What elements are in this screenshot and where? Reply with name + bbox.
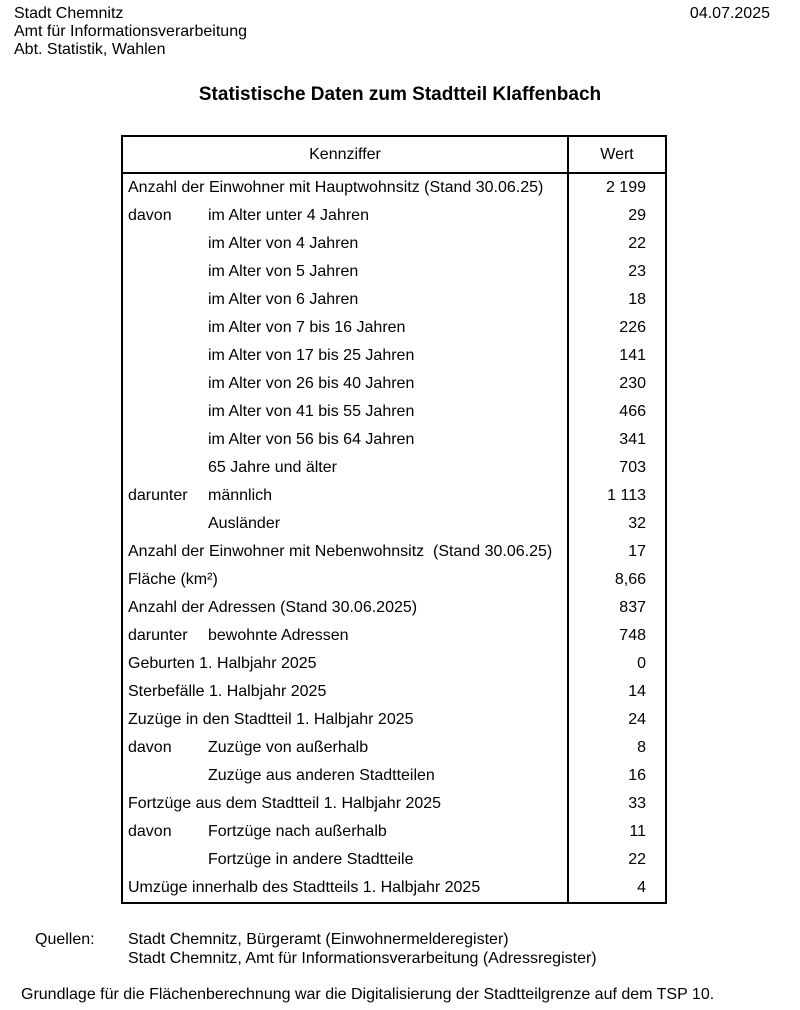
- table-row: [123, 230, 665, 258]
- row-label: Zuzüge aus anderen Stadtteilen: [208, 767, 435, 784]
- kennziffer-cell: [123, 347, 569, 365]
- kennziffer-cell: [123, 851, 569, 869]
- table-body: [123, 174, 665, 902]
- row-prefix: darunter: [128, 487, 188, 504]
- row-label: Anzahl der Adressen (Stand 30.06.2025): [128, 599, 418, 616]
- row-label: Umzüge innerhalb des Stadtteils 1. Halbjahr 2025: [128, 879, 481, 896]
- kennziffer-cell: [123, 711, 569, 729]
- row-prefix: davon: [128, 823, 172, 840]
- table-header-row: [123, 137, 665, 174]
- row-label: im Alter von 56 bis 64 Jahren: [208, 431, 415, 448]
- row-prefix: darunter: [128, 627, 188, 644]
- table-row: [123, 594, 665, 622]
- row-label: Anzahl der Einwohner mit Nebenwohnsitz (Stand 30.06.25): [128, 543, 553, 560]
- row-label: Geburten 1. Halbjahr 2025: [128, 655, 317, 672]
- row-label: 65 Jahre und älter: [208, 459, 337, 476]
- footnote: Grundlage für die Flächenberechnung war die Digitalisierung der Stadtteilgrenze auf dem TSP 10.: [21, 986, 715, 1003]
- table-row: [123, 454, 665, 482]
- table-row: [123, 846, 665, 874]
- wert-cell: 341: [619, 431, 646, 448]
- table-row: [123, 510, 665, 538]
- table-row: [123, 734, 665, 762]
- kennziffer-cell: [123, 179, 569, 197]
- table-row: [123, 818, 665, 846]
- wert-cell: 2 199: [605, 179, 646, 196]
- table-row: [123, 314, 665, 342]
- column-header-kennziffer: Kennziffer: [309, 145, 381, 163]
- wert-cell: 16: [628, 767, 646, 784]
- kennziffer-cell: [123, 879, 569, 897]
- wert-cell: 4: [637, 879, 646, 896]
- document-date: 04.07.2025: [689, 5, 770, 22]
- table-row: [123, 426, 665, 454]
- wert-cell: 748: [619, 627, 646, 644]
- table-row: [123, 174, 665, 202]
- table-row: [123, 650, 665, 678]
- row-label: im Alter von 17 bis 25 Jahren: [208, 347, 415, 364]
- statistics-table: [121, 135, 667, 904]
- wert-cell: 8: [637, 739, 646, 756]
- kennziffer-cell: [123, 515, 569, 533]
- sources-label: Quellen:: [35, 931, 95, 948]
- wert-cell: 466: [619, 403, 646, 420]
- table-row: [123, 482, 665, 510]
- wert-cell: 703: [619, 459, 646, 476]
- org-line-city: Stadt Chemnitz: [14, 5, 124, 22]
- kennziffer-cell: [123, 459, 569, 477]
- kennziffer-cell: [123, 683, 569, 701]
- sources-block: [35, 931, 597, 968]
- org-line-office: Amt für Informationsverarbeitung: [14, 23, 247, 40]
- table-row: [123, 762, 665, 790]
- table-row: [123, 202, 665, 230]
- row-label: Sterbefälle 1. Halbjahr 2025: [128, 683, 327, 700]
- row-label: Fortzüge nach außerhalb: [208, 823, 387, 840]
- kennziffer-cell: [123, 291, 569, 309]
- row-label: Fortzüge in andere Stadtteile: [208, 851, 414, 868]
- table-row: [123, 622, 665, 650]
- kennziffer-cell: [123, 543, 569, 561]
- row-label: männlich: [208, 487, 273, 504]
- row-label: Fortzüge aus dem Stadtteil 1. Halbjahr 2025: [128, 795, 442, 812]
- kennziffer-cell: [123, 795, 569, 813]
- wert-cell: 230: [619, 375, 646, 392]
- wert-cell: 11: [629, 823, 646, 840]
- wert-cell: 33: [628, 795, 646, 812]
- table-row: [123, 258, 665, 286]
- table-row: [123, 874, 665, 902]
- table-row: [123, 706, 665, 734]
- row-label: Zuzüge von außerhalb: [208, 739, 369, 756]
- row-label: im Alter von 41 bis 55 Jahren: [208, 403, 415, 420]
- wert-cell: 0: [637, 655, 646, 672]
- kennziffer-cell: [123, 739, 569, 757]
- source-line: Stadt Chemnitz, Amt für Informationsverarbeitung (Adressregister): [128, 949, 597, 967]
- row-label: im Alter von 7 bis 16 Jahren: [208, 319, 406, 336]
- wert-cell: 141: [619, 347, 646, 364]
- kennziffer-cell: [123, 627, 569, 645]
- kennziffer-cell: [123, 823, 569, 841]
- wert-cell: 23: [628, 263, 646, 280]
- row-label: Zuzüge in den Stadtteil 1. Halbjahr 2025: [128, 711, 414, 728]
- org-line-department: Abt. Statistik, Wahlen: [14, 41, 166, 58]
- table-row: [123, 566, 665, 594]
- kennziffer-cell: [123, 403, 569, 421]
- kennziffer-cell: [123, 599, 569, 617]
- kennziffer-cell: [123, 767, 569, 785]
- kennziffer-cell: [123, 375, 569, 393]
- kennziffer-cell: [123, 263, 569, 281]
- wert-cell: 29: [628, 207, 646, 224]
- wert-cell: 8,66: [614, 571, 646, 588]
- kennziffer-cell: [123, 571, 569, 589]
- row-label: im Alter von 4 Jahren: [208, 235, 359, 252]
- wert-cell: 14: [628, 683, 646, 700]
- wert-cell: 1 113: [607, 487, 646, 504]
- source-line: Stadt Chemnitz, Bürgeramt (Einwohnermelderegister): [128, 931, 509, 948]
- wert-cell: 226: [619, 319, 646, 336]
- row-label: im Alter von 6 Jahren: [208, 291, 359, 308]
- kennziffer-cell: [123, 207, 569, 225]
- wert-cell: 24: [628, 711, 646, 728]
- wert-cell: 32: [628, 515, 646, 532]
- row-label: bewohnte Adressen: [208, 627, 349, 644]
- table-row: [123, 678, 665, 706]
- column-header-wert: Wert: [600, 145, 634, 163]
- row-label: Fläche (km²): [128, 571, 218, 588]
- kennziffer-cell: [123, 319, 569, 337]
- table-row: [123, 370, 665, 398]
- wert-cell: 17: [628, 543, 646, 560]
- wert-cell: 18: [628, 291, 646, 308]
- sources-lines: [128, 931, 597, 968]
- row-label: Ausländer: [208, 515, 281, 532]
- kennziffer-cell: [123, 431, 569, 449]
- row-prefix: davon: [128, 739, 172, 756]
- table-row: [123, 790, 665, 818]
- letterhead: [14, 5, 247, 59]
- table-row: [123, 538, 665, 566]
- row-label: im Alter unter 4 Jahren: [208, 207, 369, 224]
- wert-cell: 22: [628, 851, 646, 868]
- kennziffer-cell: [123, 487, 569, 505]
- kennziffer-cell: [123, 655, 569, 673]
- row-label: Anzahl der Einwohner mit Hauptwohnsitz (Stand 30.06.25): [128, 179, 544, 196]
- row-label: im Alter von 26 bis 40 Jahren: [208, 375, 415, 392]
- row-label: im Alter von 5 Jahren: [208, 263, 359, 280]
- wert-cell: 837: [619, 599, 646, 616]
- page-title: Statistische Daten zum Stadtteil Klaffenbach: [198, 84, 602, 105]
- table-row: [123, 342, 665, 370]
- table-row: [123, 286, 665, 314]
- kennziffer-cell: [123, 235, 569, 253]
- wert-cell: 22: [628, 235, 646, 252]
- table-row: [123, 398, 665, 426]
- row-prefix: davon: [128, 207, 172, 224]
